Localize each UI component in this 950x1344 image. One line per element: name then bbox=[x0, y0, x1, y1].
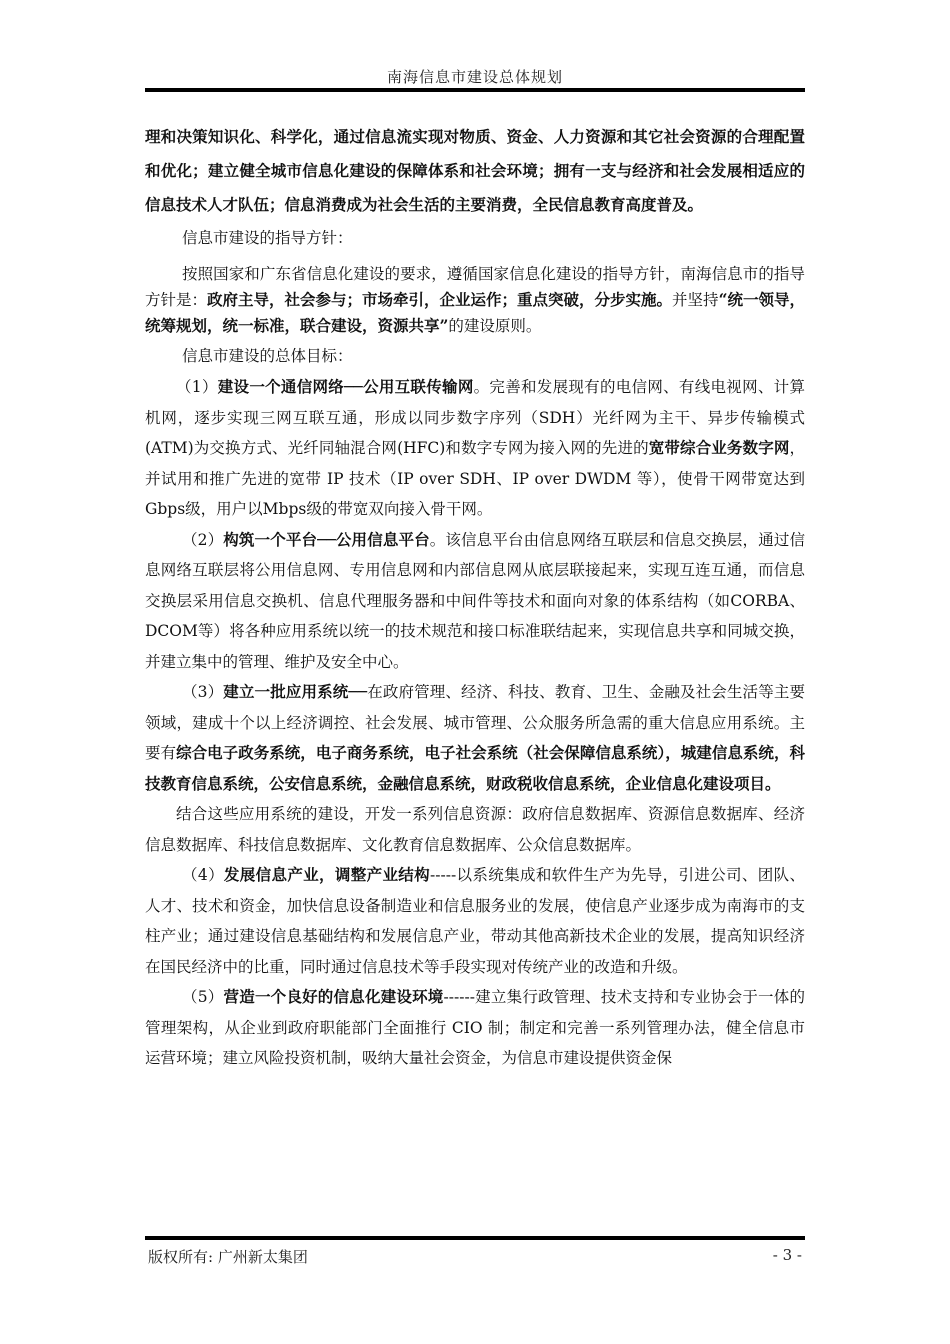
paragraph-goal-3: （3）建立一批应用系统──在政府管理、经济、科技、教育、卫生、金融及社会生活等主要领域，建成十个以上经济调控、社会发展、城市管理、公众服务所急需的重大信息应用系统。主要有综合电子政务系统，电子商务系统，电子社会系统（社会保障信息系统），城建信息系统，科技教育信息系统，公安信息系统，金融信息系统，财政税收信息系统，企业信息化建设项目。 bbox=[145, 682, 805, 793]
paragraph-0-bold: 理和决策知识化、科学化，通过信息流实现对物质、资金、人力资源和其它社会资源的合理配置和优化；建立健全城市信息化建设的保障体系和社会环境；拥有一支与经济和社会发展相适应的信息技术人才队伍；信息消费成为社会生活的主要消费，全民信息教育高度普及。 bbox=[145, 127, 805, 214]
paragraph-goal-5: （5）营造一个良好的信息化建设环境------建立集行政管理、技术支持和专业协会于一体的管理架构，从企业到政府职能部门全面推行 CIO 制；制定和完善一系列管理办法，健全信息市运营环境；建立风险投资机制，吸纳大量社会资金，为信息市建设提供资金保 bbox=[145, 987, 805, 1067]
footer-copyright: 版权所有: 广州新太集团 bbox=[148, 1248, 308, 1266]
paragraph-resources: 结合这些应用系统的建设，开发一系列信息资源：政府信息数据库、资源信息数据库、经济信息数据库、科技信息数据库、文化教育信息数据库、公众信息数据库。 bbox=[145, 805, 805, 854]
paragraph-goal-1: （1）建设一个通信网络──公用互联传输网。完善和发展现有的电信网、有线电视网、计算机网，逐步实现三网互联互通，形成以同步数字序列（SDH）光纤网为主干、异步传输模式(ATM)为交换方式、光纤同轴混合网(HFC)和数字专网为接入网的先进的宽带综合业务数字网，并试用和推广先进的宽带 IP 技术（IP over SDH、IP over DWDM 等），使骨干网带宽达到Gbps级，用户以Mbps级的带宽双向接入骨干网。 bbox=[145, 377, 805, 518]
header-title: 南海信息市建设总体规划 bbox=[386, 68, 563, 86]
header-rule bbox=[145, 88, 805, 92]
document-body bbox=[145, 120, 805, 1074]
paragraph-goal-heading: 信息市建设的总体目标： bbox=[182, 346, 353, 365]
footer-rule bbox=[145, 1236, 805, 1240]
paragraph-goal-4: （4）发展信息产业，调整产业结构-----以系统集成和软件生产为先导，引进公司、团队、人才、技术和资金，加快信息设备制造业和信息服务业的发展，使信息产业逐步成为南海市的支柱产业；通过建设信息基础结构和发展信息产业，带动其他高新技术企业的发展，提高知识经济在国民经济中的比重，同时通过信息技术等手段实现对传统产业的改造和升级。 bbox=[145, 865, 805, 976]
paragraph-guideline-heading: 信息市建设的指导方针： bbox=[182, 229, 353, 247]
paragraph-guideline: 按照国家和广东省信息化建设的要求，遵循国家信息化建设的指导方针，南海信息市的指导方针是：政府主导，社会参与；市场牵引，企业运作；重点突破，分步实施。并坚持“统一领导，统筹规划，统一标准，联合建设，资源共享”的建设原则。 bbox=[145, 264, 805, 335]
page-number: - 3 - bbox=[772, 1246, 802, 1264]
paragraph-goal-2: （2）构筑一个平台──公用信息平台。该信息平台由信息网络互联层和信息交换层，通过信息网络互联层将公用信息网、专用信息网和内部信息网从底层联接起来，实现互连互通，而信息交换层采用信息交换机、信息代理服务器和中间件等技术和面向对象的体系结构（如CORBA、DCOM等）将各种应用系统以统一的技术规范和接口标准联结起来，实现信息共享和同城交换，并建立集中的管理、维护及安全中心。 bbox=[145, 529, 805, 671]
paragraph-0 bbox=[145, 120, 805, 222]
